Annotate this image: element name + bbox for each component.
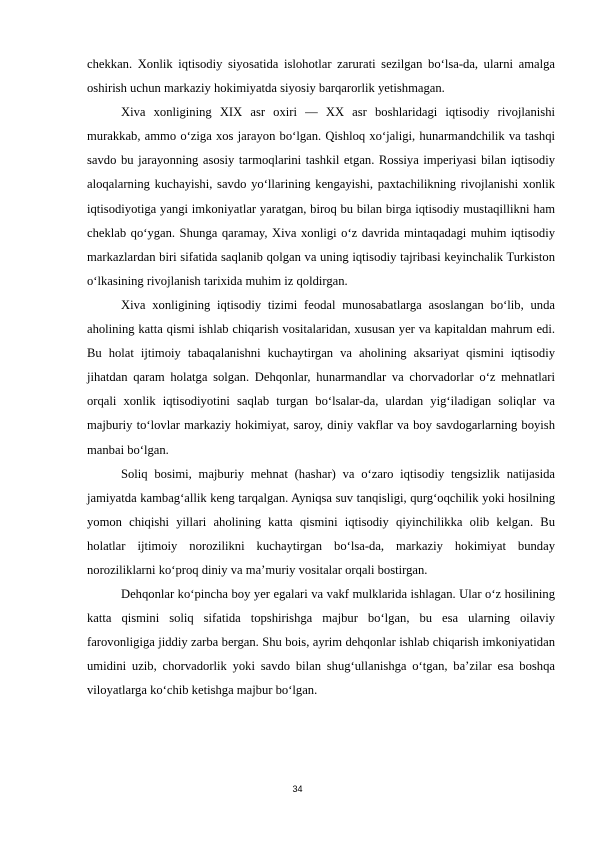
paragraph-feudal-system: Xiva xonligining iqtisodiy tizimi feodal munosabatlarga asoslangan bo‘lib, unda aholining katta qismi ishlab chiqarish vositalaridan, xususan yer va kapitaldan mahrum edi. Bu holat ijtimoiy tabaqalanishni kuchaytirgan va aholining aksariyat qismini iqtisodiy jihatdan qaram holatga solgan. Dehqonlar, hunarmandlar va chorvadorlar o‘z mehnatlari orqali xonlik iqtisodiyotini saqlab turgan bo‘lsalar-da, ulardan yig‘iladigan soliqlar va majburiy to‘lovlar markaziy hokimiyat, saroy, diniy vakflar va boy savdogarlarning boyish manbai bo‘lgan. (87, 297, 555, 457)
document-body (87, 52, 555, 703)
paragraph-tax-pressure: Soliq bosimi, majburiy mehnat (hashar) va o‘zaro iqtisodiy tengsizlik natijasida jamiyatda kambag‘allik keng tarqalgan. Ayniqsa suv tanqisligi, qurg‘oqchilik yoki hosilning yomon chiqishi yillari aholining katta qismini iqtisodiy qiyinchilikka olib kelgan. Bu holatlar ijtimoiy norozilikni kuchaytirgan bo‘lsa-da, markaziy hokimiyat bunday noroziliklarni ko‘proq diniy va ma’muriy vositalar orqali bostirgan. (87, 466, 555, 577)
page-number: 34 (292, 784, 303, 794)
paragraph-economic-development: Xiva xonligining XIX asr oxiri — XX asr boshlaridagi iqtisodiy rivojlanishi murakkab, ammo o‘ziga xos jarayon bo‘lgan. Qishloq xo‘jaligi, hunarmandchilik va tashqi savdo bu jarayonning asosiy tarmoqlarini tashkil etgan. Rossiya imperiyasi bilan iqtisodiy aloqalarning kuchayishi, savdo yo‘llarining kengayishi, paxtachilikning rivojlanishi xonlik iqtisodiyotiga yangi imkoniyatlar yaratgan, biroq bu bilan birga iqtisodiy mustaqillikni ham cheklab qo‘ygan. Shunga qaramay, Xiva xonligi o‘z davrida mintaqadagi muhim iqtisodiy markazlardan biri sifatida saqlanib qolgan va uning iqtisodiy tajribasi keyinchalik Turkiston o‘lkasining rivojlanish tarixida muhim iz qoldirgan. (87, 105, 555, 288)
paragraph-peasants: Dehqonlar ko‘pincha boy yer egalari va vakf mulklarida ishlagan. Ular o‘z hosilining katta qismini soliq sifatida topshirishga majbur bo‘lgan, bu esa ularning oilaviy farovonligiga jiddiy zarba bergan. Shu bois, ayrim dehqonlar ishlab chiqarish imkoniyatidan umidini uzib, chorvadorlik yoki savdo bilan shug‘ullanishga o‘tgan, ba’zilar esa boshqa viloyatlarga ko‘chib ketishga majbur bo‘lgan. (87, 587, 555, 698)
paragraph-continuation: chekkan. Xonlik iqtisodiy siyosatida islohotlar zarurati sezilgan bo‘lsa-da, ularni amalga oshirish uchun markaziy hokimiyatda siyosiy barqarorlik yetishmagan. (87, 57, 555, 96)
